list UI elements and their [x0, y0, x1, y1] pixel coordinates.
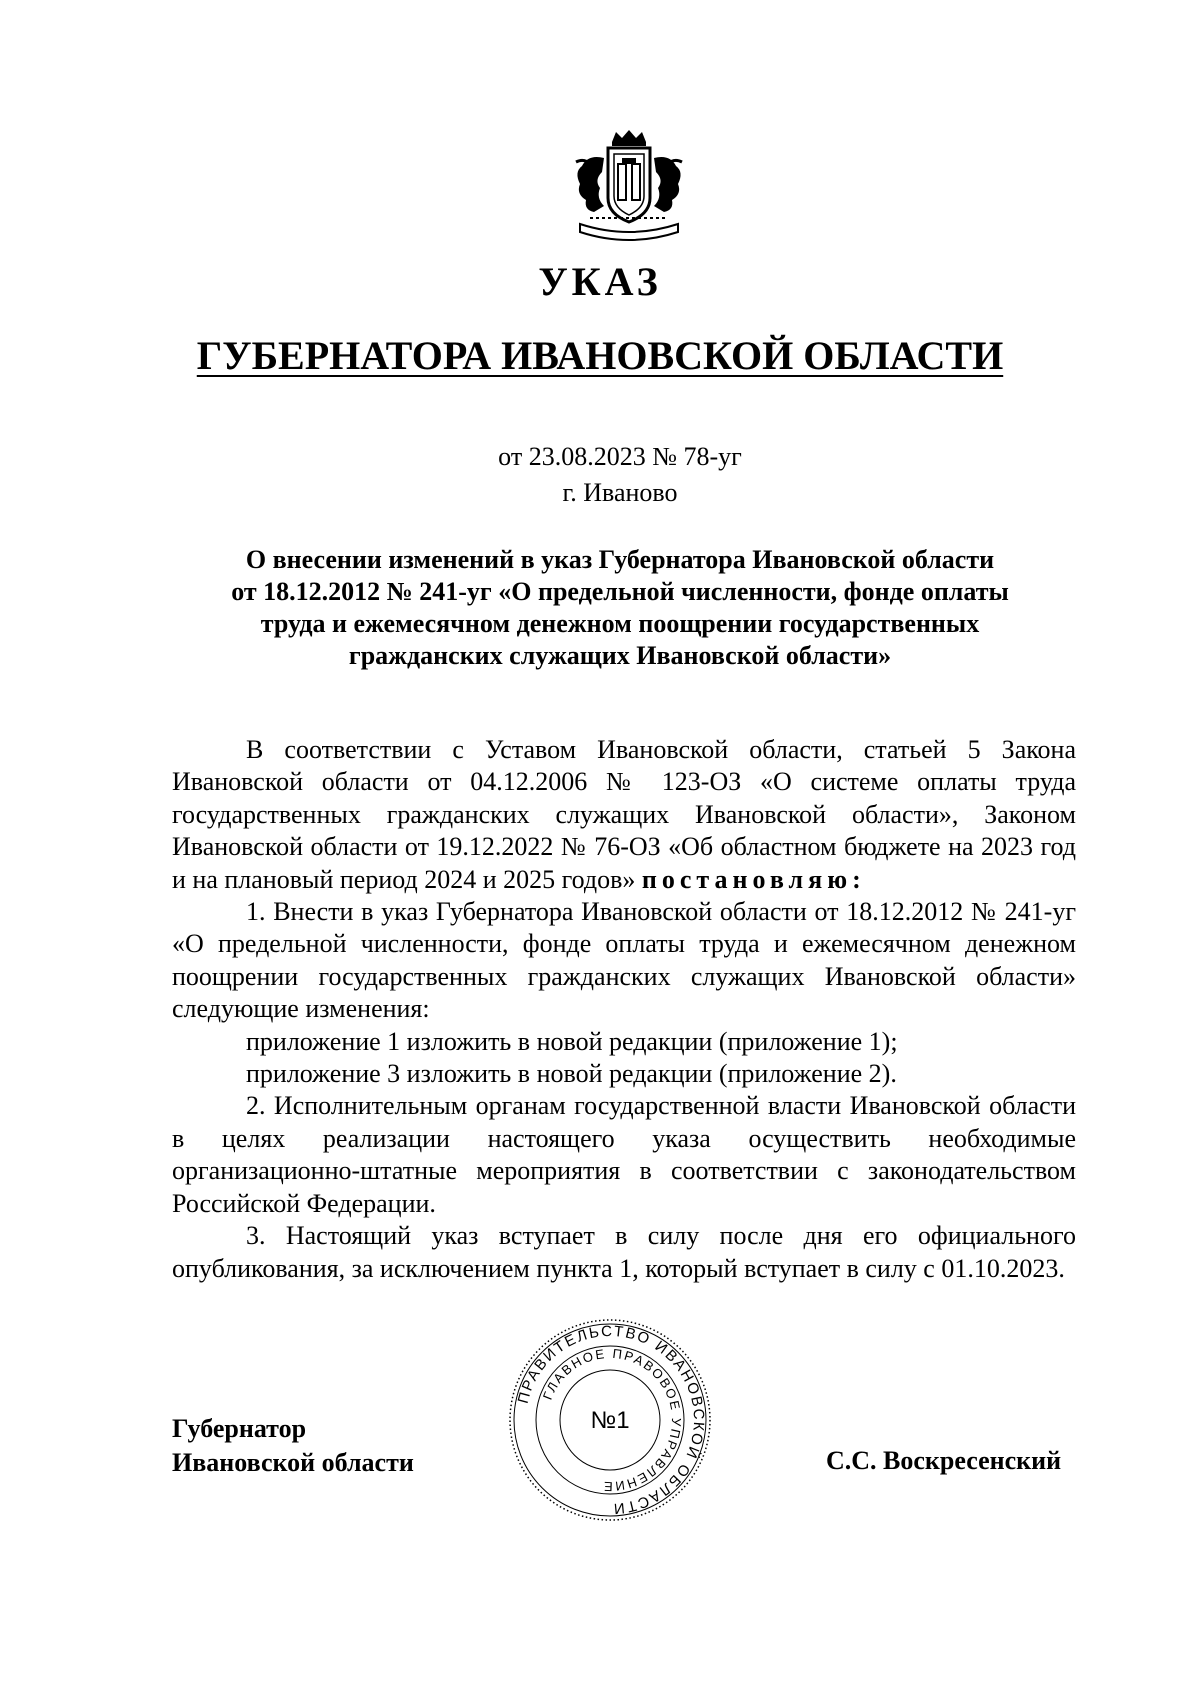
- document-title: УКАЗ: [538, 259, 662, 304]
- signatory-name: С.С. Воскресенский: [826, 1446, 1062, 1475]
- official-stamp: [506, 1316, 714, 1524]
- subject-heading: [180, 544, 1060, 672]
- subject-line: от 18.12.2012 № 241-уг «О предельной численности, фонде оплаты: [231, 577, 1009, 606]
- position-line: Губернатор: [172, 1414, 307, 1443]
- decree-word: постановляю:: [641, 864, 866, 894]
- stamp-outer-text: ПРАВИТЕЛЬСТВО ИВАНОВСКОЙ ОБЛАСТИ: [514, 1322, 708, 1518]
- item-2: 2. Исполнительным органам государственной власти Ивановской области в целях реализации настоящего указа осуществить необходимые организационно-штатные мероприятия в соответствии с законодательством Российской Федерации.: [172, 1091, 1076, 1218]
- document-subtitle: [0, 332, 1200, 379]
- city: г. Иваново: [562, 478, 678, 507]
- subtitle-text: ГУБЕРНАТОРА ИВАНОВСКОЙ ОБЛАСТИ: [196, 333, 1004, 378]
- item-1-b: приложение 3 изложить в новой редакции (приложение 2).: [246, 1059, 897, 1089]
- item-1-a: приложение 1 изложить в новой редакции (приложение 1);: [246, 1026, 898, 1056]
- subject-line: гражданских служащих Ивановской области»: [348, 641, 892, 670]
- preamble-text: В соответствии с Уставом Ивановской области, статьей 5 Закона Ивановской области от 04.12.2006 № 123-ОЗ «О системе оплаты труда государственных гражданских служащих Ивановской области», Законом Ивановской области от 19.12.2022 № 76-ОЗ «Об областном бюджете на 2023 год и на плановый период 2024 и 2025 годов»: [172, 735, 1076, 894]
- signatory-position: [172, 1412, 414, 1480]
- position-line: Ивановской области: [172, 1448, 414, 1477]
- stamp-number: №1: [590, 1407, 630, 1434]
- item-3: 3. Настоящий указ вступает в силу после дня его официального опубликования, за исключением пункта 1, который вступает в силу с 01.10.2023.: [172, 1221, 1076, 1283]
- item-1: 1. Внести в указ Губернатора Ивановской области от 18.12.2012 № 241-уг «О предельной численности, фонде оплаты труда и ежемесячном денежном поощрении государственных гражданских служащих Ивановской области» следующие изменения:: [172, 897, 1076, 1024]
- subject-line: труда и ежемесячном денежном поощрении государственных: [260, 609, 980, 638]
- document-body: [172, 734, 1076, 1285]
- date-number: от 23.08.2023 № 78-уг: [498, 442, 742, 471]
- subject-line: О внесении изменений в указ Губернатора Ивановской области: [245, 545, 995, 574]
- stamp-inner-text: ГЛАВНОЕ ПРАВОВОЕ УПРАВЛЕНИЕ: [539, 1345, 685, 1495]
- coat-of-arms-icon: [560, 128, 698, 248]
- preamble-paragraph: [172, 734, 1076, 896]
